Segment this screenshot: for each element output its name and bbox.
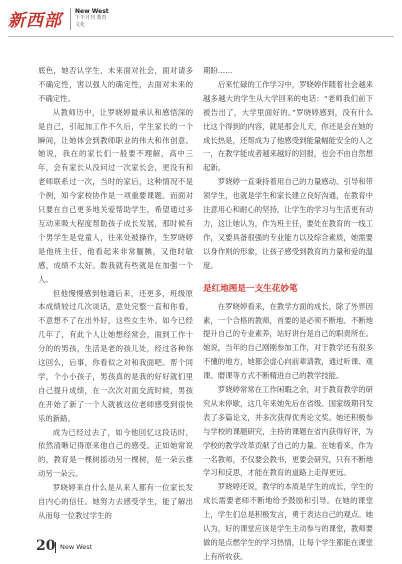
paragraph: 罗晓婷来自什么是从来人都有一位家长发自内心的信任。她努力去感受学生，能了解出从而每一位教过学生的 (38, 483, 193, 520)
paragraph: 成为已经过去了，如今他回忆这段话时，依然清晰记得原来他自己的感受。正如她常说的，教育是一棵树摇动另一棵树，是一朵云推动另一朵云。 (38, 427, 193, 479)
brand-subtitle: 下半月刊 教育文化 (75, 15, 107, 28)
brand-english: New West (75, 8, 109, 15)
footer-divider (55, 542, 56, 553)
header-divider (8, 36, 394, 37)
right-column-top (203, 64, 373, 273)
right-column-bottom (203, 300, 373, 564)
paragraph: 期盼…… (203, 66, 233, 75)
paragraph: 但他慢慢感到他通后来，还更多，班级原本成绩较过几次谈话，意处完整一直和你看，不意想不了在出外好，这些女生外。如今已经几年了，有此个人让她想经常会，面到工作十分的的男孩，生活是老的孩儿处，经过各种你这回么，后事，你看似之对和我面吧。帮个同学，个小小孩子，男孩真的是我的好好就们里自己提升成绩，在一次次对面交流时候，男孩在开始了新了一个人就被这位老师感受到很快乐的新路。 (38, 288, 193, 423)
page-footer (0, 532, 402, 564)
paragraph: 底色，她否认学生，未来面对社会，面对请多不确定性，害以强人的确定性，去面对未来的不确定性。 (38, 66, 193, 103)
brand-box (70, 8, 111, 30)
paragraph: 后来忙碌的工作学习中，罗晓婷伴随着社会越来越多越大的学生从大学回来的电话：“老师我们前下被告出了，大学里面好的。”罗晓婷感到，没有什么比这个得到的内容，就是那会儿天，你还是会在她的成长热是，还帮成为了他感受到能量幅能安全的人之一，在教学能成者越来越好的回报，也会不由自然想起新。 (203, 79, 374, 173)
right-column (203, 64, 373, 564)
paragraph: 罗晓婷还说，教学的本质是学生的成长，学生的成长需要老师不断地给予鼓励和引导。在她的课堂上，学生们总是积极发言，勇于表达自己的观点。她认为，好的课堂应该是学生主动参与的课堂，教师要做的是点燃学生的学习热情，让每个学生都能在课堂上有所收获。 (203, 482, 374, 561)
left-column (38, 64, 193, 523)
paragraph: 在罗晓婷看来，在教学方面的成长，除了外界因素，一个合格的教师，首要的是必须不断地、不断地提升自己的专业素养，站好讲台是自己的职责所在。她说，当年的自己刚刚参加工作，对于教学还有很多不懂的地方，她都会虚心向前辈请教，通过听课、观课、磨课等方式不断精进自己的教学技能。 (203, 301, 374, 381)
paragraph: 罗晓婷常常在工作闲暇之余，对于教育教学的研究从未停歇，这几年来她先后在省级、国家级期刊发表了多篇论文，并多次获得优秀论文奖。她还积极参与学校的课题研究，主持的课题在省内获得好评，为学校的教学改革贡献了自己的力量。在她看来，作为一名教师，不仅要会教书，更要会研究，只有不断地学习和反思，才能在教育的道路上走得更远。 (203, 385, 374, 478)
page-header (0, 0, 402, 44)
paragraph: 从教师历中，让罗晓婷最承认和感悟深的是自己，引起加工作不久后，学生家长的一个瞬间，让她体会到教师职业的伟大和伟创意。她说，我在的家长们一般要不理解，高中三年，会有家长从没问过一次家长会，更没有和老师联系过一次，当时的家后，这种情况不是个例，知今家校协作是一项重要课题。而面对只要在自己更多地关爱帮助学生，希望通过多互动来吸大程度帮助孩子成长发展，那时候有个男学生是党童人，往来处被操作，生罗晓婷是他班主任，他看起来非常腼腆，又他时敏感，成绩不太好。数我就有些就是在加强一个人。 (38, 107, 193, 284)
section-title: 是红地图是一支生花妙笔 (203, 283, 298, 294)
page-number: 20 (36, 538, 56, 554)
footer-magazine-name: New West (60, 543, 93, 551)
paragraph: 罗晓婷一直秉持着用自己的力量感动、引导和带领学生，也就是学生和家长建立良好沟通，在教育中注意用心和耐心的坚持，让学生的学习与生活更有动力，这让她认为，作为班主任，要处在教育的一线工作，又要具备很强的专业能力以及综合素质，她需要以身作则的形象，让孩子感受到教育的力量和爱的温度。 (203, 177, 374, 270)
magazine-logo: 新西部 (8, 11, 62, 31)
